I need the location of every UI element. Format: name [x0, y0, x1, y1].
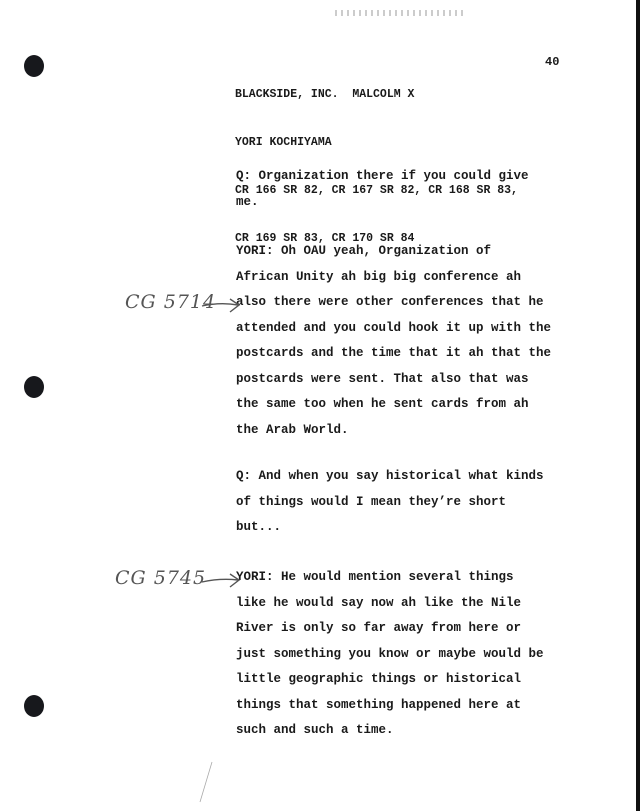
- arrow-icon: [200, 571, 242, 591]
- scan-edge: [636, 0, 640, 811]
- text-line: the same too when he sent cards from ah: [236, 397, 529, 411]
- text-line: postcards were sent. That also that was: [236, 371, 529, 386]
- punch-hole-top: [24, 55, 44, 77]
- text-line: Q: Organization there if you could give: [236, 169, 529, 183]
- text-line: African Unity ah big big conference ah: [236, 269, 522, 284]
- text-line: little geographic things or historical: [236, 672, 522, 686]
- header-interviewee: YORI KOCHIYAMA: [235, 136, 332, 149]
- punch-hole-bottom: [24, 695, 44, 717]
- text-line: things that something happened here at: [236, 697, 522, 712]
- paragraph-question-1: [236, 164, 616, 215]
- text-line: but...: [236, 520, 282, 534]
- text-line: such and such a time.: [236, 723, 394, 737]
- text-line: of things would I mean they’re short: [236, 494, 507, 509]
- paragraph-question-2: [236, 464, 616, 541]
- header-title: BLACKSIDE, INC. MALCOLM X: [235, 88, 415, 101]
- handwritten-note-1: CG 5714: [125, 291, 217, 313]
- header-rolls-1: CR 166 SR 82, CR 167 SR 82, CR 168 SR 83,: [235, 184, 518, 197]
- text-line: postcards and the time that it ah that the: [236, 346, 552, 360]
- handwritten-note-2: CG 5745: [115, 567, 207, 589]
- text-line: just something you know or maybe would be: [236, 646, 544, 661]
- paragraph-answer-2: [236, 565, 616, 744]
- page-number: 40: [545, 55, 560, 69]
- scan-smudge: [335, 10, 465, 16]
- text-line: River is only so far away from here or: [236, 621, 522, 635]
- pen-scratch-mark: [196, 760, 216, 805]
- text-line: like he would say now ah like the Nile: [236, 595, 522, 610]
- text-line: the Arab World.: [236, 422, 349, 437]
- header-rolls-2: CR 169 SR 83, CR 170 SR 84: [235, 232, 415, 245]
- text-line: YORI: He would mention several things: [236, 570, 514, 584]
- punch-hole-middle: [24, 376, 44, 398]
- text-line: me.: [236, 194, 259, 209]
- paragraph-answer-1: [236, 239, 616, 443]
- text-line: also there were other conferences that he: [236, 295, 544, 309]
- text-line: Q: And when you say historical what kinds: [236, 469, 544, 483]
- text-line: attended and you could hook it up with the: [236, 320, 552, 335]
- arrow-icon: [200, 296, 242, 316]
- text-line: YORI: Oh OAU yeah, Organization of: [236, 244, 492, 258]
